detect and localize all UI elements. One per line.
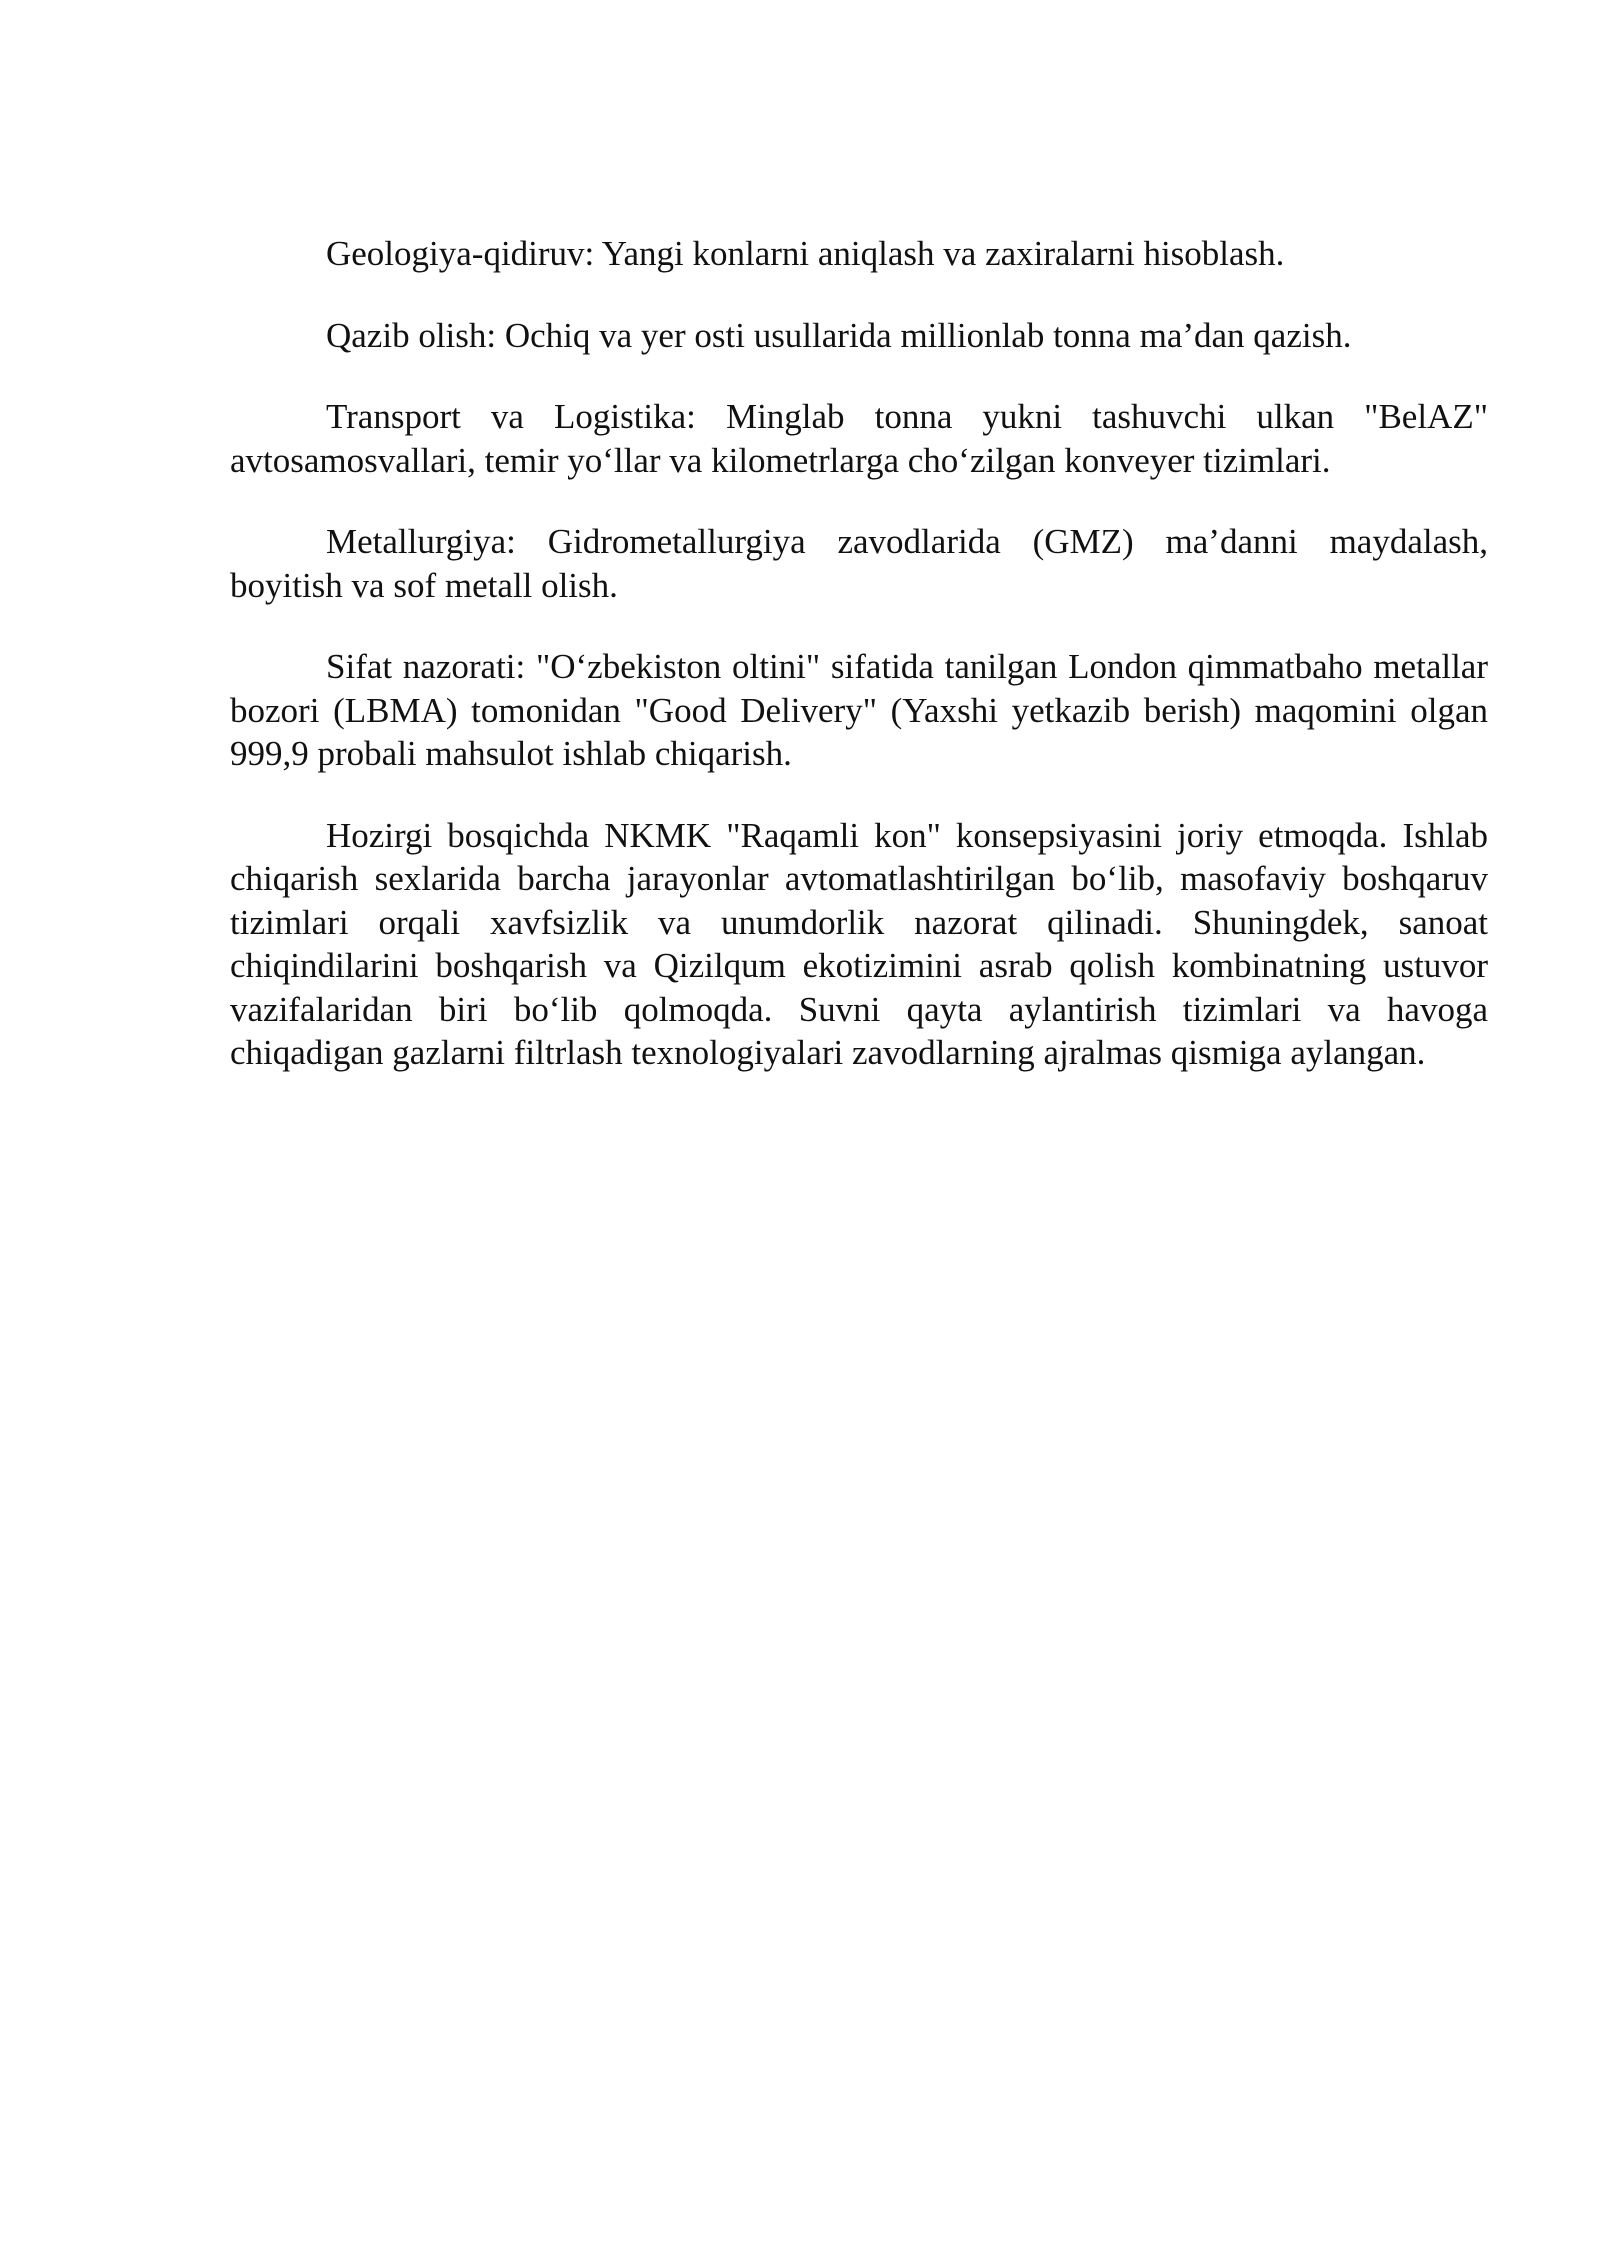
document-body [230,232,1488,1113]
paragraph-sifat-nazorati: Sifat nazorati: "O‘zbekiston oltini" sifatida tanilgan London qimmatbaho metallar bozori (LBMA) tomonidan "Good Delivery" (Yaxshi yetkazib berish) maqomini olgan 999,9 probali mahsulot ishlab chiqarish. [230,647,1488,773]
paragraph-geologiya: Geologiya-qidiruv: Yangi konlarni aniqlash va zaxiralarni hisoblash. [326,234,1285,273]
paragraph-metallurgiya: Metallurgiya: Gidrometallurgiya zavodlarida (GMZ) ma’danni maydalash, boyitish va sof metall olish. [230,522,1488,605]
paragraph-qazib-olish: Qazib olish: Ochiq va yer osti usullarida millionlab tonna ma’dan qazish. [326,315,1352,355]
paragraph-transport: Transport va Logistika: Minglab tonna yukni tashuvchi ulkan "BelAZ" avtosamosvallari, temir yo‘llar va kilometrlarga cho‘zilgan konveyer tizimlari. [230,397,1488,480]
paragraph-raqamli-kon: Hozirgi bosqichda NKMK "Raqamli kon" konsepsiyasini joriy etmoqda. Ishlab chiqarish sexlarida barcha jarayonlar avtomatlashtirilgan bo‘lib, masofaviy boshqaruv tizimlari orqali xavfsizlik va unumdorlik nazorat qilinadi. Shuningdek, sanoat chiqindilarini boshqarish va Qizilqum ekotizimini asrab qolish kombinatning ustuvor vazifalaridan biri bo‘lib qolmoqda. Suvni qayta aylantirish tizimlari va havoga chiqadigan gazlarni filtrlash texnologiyalari zavodlarning ajralmas qismiga aylangan. [230,815,1488,1072]
